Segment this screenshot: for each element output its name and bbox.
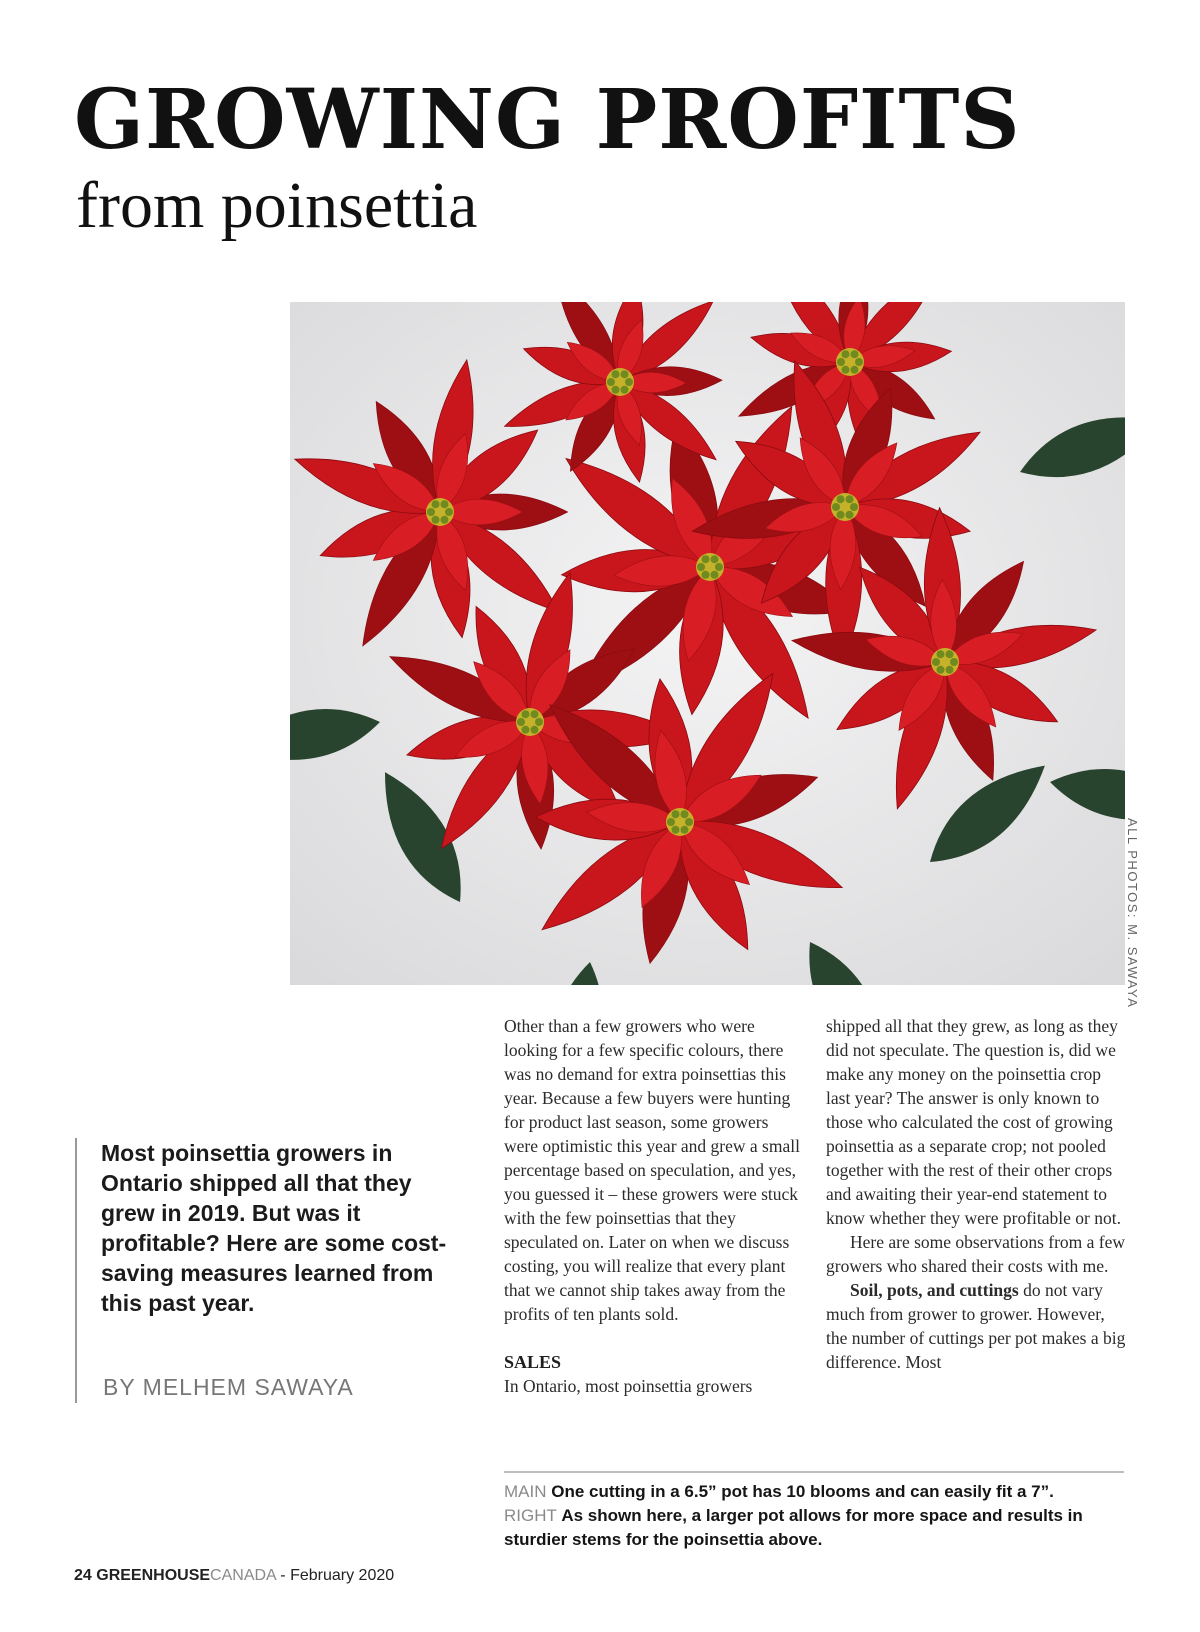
caption-tag: RIGHT xyxy=(504,1506,557,1525)
caption-right xyxy=(504,1504,1124,1552)
page-subtitle: from poinsettia xyxy=(76,169,478,242)
paragraph: Other than a few growers who were looking for a few specific colours, there was no demand for extra poinsettias this year. Because a few buyers were hunting for product last season, some growers were optimistic this year and grew a small percentage based on speculation, and yes, you guessed it – these growers were stuck with the few poinsettias that they speculated on. Later on when we discuss costing, you will realize that every plant that we cannot ship takes away from the profits of ten plants sold. xyxy=(504,1016,800,1324)
photo-credit-text: ALL PHOTOS: M. SAWAYA xyxy=(1125,818,1140,1009)
article-column-1 xyxy=(504,1014,802,1398)
publication-name: GREENHOUSE xyxy=(96,1567,211,1584)
caption-main xyxy=(504,1480,1124,1504)
inline-bold-lead: Soil, pots, and cuttings xyxy=(850,1280,1019,1300)
photo-caption xyxy=(504,1480,1124,1552)
caption-tag: MAIN xyxy=(504,1482,547,1501)
paragraph: Here are some observations from a few growers who shared their costs with me. xyxy=(826,1232,1126,1276)
paragraph: shipped all that they grew, as long as they did not speculate. The question is, did we make any money on the poinsettia crop last year? The answer is only known to those who calculated the cost of growing poinsettia as a separate crop; not pooled together with the rest of their other crops and awaiting their year-end statement to know whether they were profitable or not. xyxy=(826,1016,1121,1228)
issue-date: - February 2020 xyxy=(280,1567,395,1584)
article-deck xyxy=(75,1138,461,1403)
publication-name-accent: CANADA xyxy=(210,1567,276,1584)
article-column-2 xyxy=(826,1014,1126,1374)
poinsettia-photo xyxy=(290,302,1125,985)
caption-divider xyxy=(504,1471,1124,1473)
poinsettia-illustration xyxy=(290,302,1125,985)
paragraph: In Ontario, most poinsettia growers xyxy=(504,1376,753,1396)
byline: BY MELHEM SAWAYA xyxy=(103,1374,354,1400)
page-footer xyxy=(74,1567,394,1585)
page-title: GROWING PROFITS xyxy=(74,72,1021,168)
section-heading-sales: SALES xyxy=(504,1352,562,1372)
paragraph-rest: do not vary much from grower to grower. However, the number of cuttings per pot makes a big difference. Most xyxy=(826,1280,1126,1372)
caption-text: As shown here, a larger pot allows for more space and results in sturdier stems for the poinsettia above. xyxy=(504,1506,1083,1549)
page-number: 24 xyxy=(74,1567,92,1584)
caption-text: One cutting in a 6.5” pot has 10 blooms and can easily fit a 7”. xyxy=(551,1482,1054,1501)
paragraph xyxy=(826,1278,1126,1374)
deck-text: Most poinsettia growers in Ontario shipped all that they grew in 2019. But was it profitable? Here are some cost-saving measures learned from this past year. xyxy=(101,1140,447,1316)
